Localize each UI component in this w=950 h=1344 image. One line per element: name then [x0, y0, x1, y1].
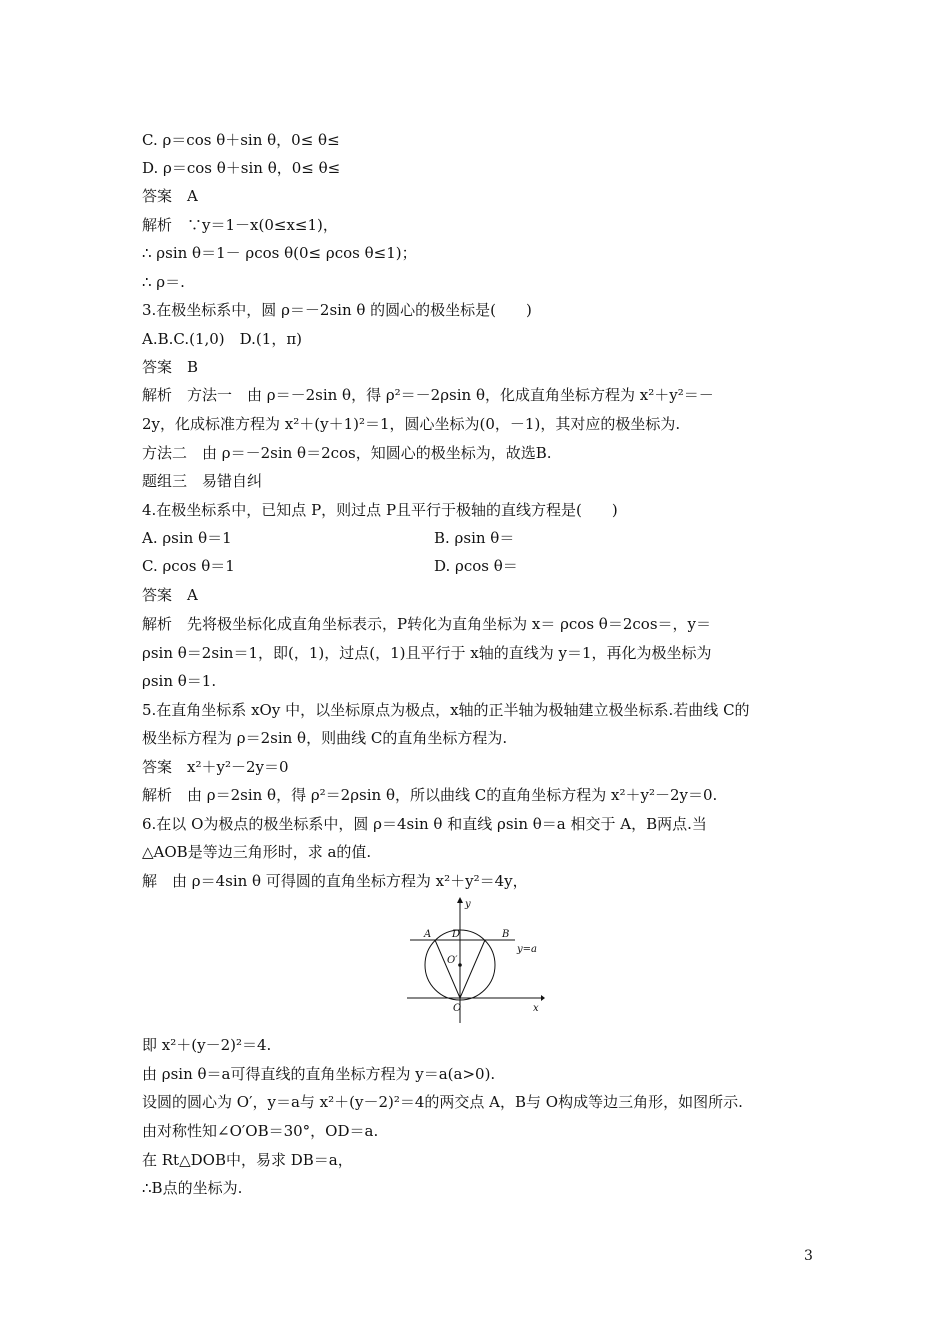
text-line: 由 ρsin θ＝a可得直线的直角坐标方程为 y＝a(a>0). — [142, 1065, 496, 1083]
option-b: B. ρsin θ＝ — [434, 529, 515, 547]
text-line: 解析 由 ρ＝2sin θ，得 ρ²＝2ρsin θ，所以曲线 C的直角坐标方程为 x²＋y²－2y＝0. — [142, 786, 718, 804]
label-origin: O — [453, 1003, 462, 1014]
text-line: ∴ ρ＝. — [142, 273, 185, 291]
text-line: 在 Rt△DOB中，易求 DB＝a， — [142, 1151, 353, 1169]
label-x: x — [533, 1003, 539, 1014]
text-line: 5.在直角坐标系 xOy 中，以坐标原点为极点，x轴的正半轴为极轴建立极坐标系.若曲线 C的 — [142, 701, 750, 719]
text-line: ∴ ρsin θ＝1－ ρcos θ(0≤ ρcos θ≤1)； — [142, 244, 417, 262]
text-line: 6.在以 O为极点的极坐标系中，圆 ρ＝4sin θ 和直线 ρsin θ＝a 相交于 A，B两点.当 — [142, 815, 707, 833]
text-line: 答案 A — [142, 187, 198, 205]
center-point — [458, 963, 462, 967]
circle-diagram — [405, 895, 545, 1025]
text-line: A.B.C.(1,0) D.(1，π) — [142, 330, 303, 348]
text-line: C. ρ＝cos θ＋sin θ，0≤ θ≤ — [142, 131, 340, 149]
option-d: D. ρcos θ＝ — [434, 557, 518, 575]
option-a: A. ρsin θ＝1 — [142, 529, 232, 547]
text-line: ∴B点的坐标为. — [142, 1179, 243, 1197]
text-line: 解析 ∵y＝1－x(0≤x≤1)， — [142, 216, 338, 234]
text-line: 答案 x²＋y²－2y＝0 — [142, 758, 289, 776]
text-line: ρsin θ＝2sin＝1，即(，1)，过点(，1)且平行于 x轴的直线为 y＝1，再化为极坐标为 — [142, 644, 712, 662]
text-line: 2y，化成标准方程为 x²＋(y＋1)²＝1，圆心坐标为(0，－1)，其对应的极坐标为. — [142, 415, 681, 433]
text-line: 题组三 易错自纠 — [142, 472, 263, 490]
text-line: 方法二 由 ρ＝－2sin θ＝2cos，知圆心的极坐标为，故选B. — [142, 444, 552, 462]
text-line: △AOB是等边三角形时，求 a的值. — [142, 843, 372, 861]
text-line: 设圆的圆心为 O′，y＝a与 x²＋(y－2)²＝4的两交点 A，B与 O构成等边三角形，如图所示. — [142, 1093, 743, 1111]
page-number: 3 — [804, 1248, 813, 1264]
text-line: 3.在极坐标系中，圆 ρ＝－2sin θ 的圆心的极坐标是( ) — [142, 301, 532, 319]
text-line: ρsin θ＝1. — [142, 672, 217, 690]
label-d: D — [452, 929, 461, 940]
option-c: C. ρcos θ＝1 — [142, 557, 235, 575]
text-line: 答案 A — [142, 586, 198, 604]
text-line: 4.在极坐标系中，已知点 P，则过点 P且平行于极轴的直线方程是( ) — [142, 501, 618, 519]
text-line: 极坐标方程为 ρ＝2sin θ，则曲线 C的直角坐标方程为. — [142, 729, 508, 747]
text-line: 由对称性知∠O′OB＝30°，OD＝a. — [142, 1122, 379, 1140]
y-axis-arrow — [457, 897, 463, 903]
text-line: D. ρ＝cos θ＋sin θ，0≤ θ≤ — [142, 159, 341, 177]
label-y: y — [465, 899, 471, 910]
text-line: 答案 B — [142, 358, 199, 376]
text-line: 即 x²＋(y－2)²＝4. — [142, 1036, 272, 1054]
text-line: 解析 方法一 由 ρ＝－2sin θ，得 ρ²＝－2ρsin θ，化成直角坐标方程为 x²＋y²＝－ — [142, 386, 714, 404]
text-line: 解 由 ρ＝4sin θ 可得圆的直角坐标方程为 x²＋y²＝4y， — [142, 872, 528, 890]
label-center: O′ — [447, 955, 458, 966]
text-line: 解析 先将极坐标化成直角坐标表示，P转化为直角坐标为 x＝ ρcos θ＝2cos＝，y＝ — [142, 615, 711, 633]
label-b: B — [502, 929, 510, 940]
label-line: y=a — [517, 944, 537, 955]
x-axis-arrow — [541, 995, 545, 1001]
label-a: A — [424, 929, 432, 940]
